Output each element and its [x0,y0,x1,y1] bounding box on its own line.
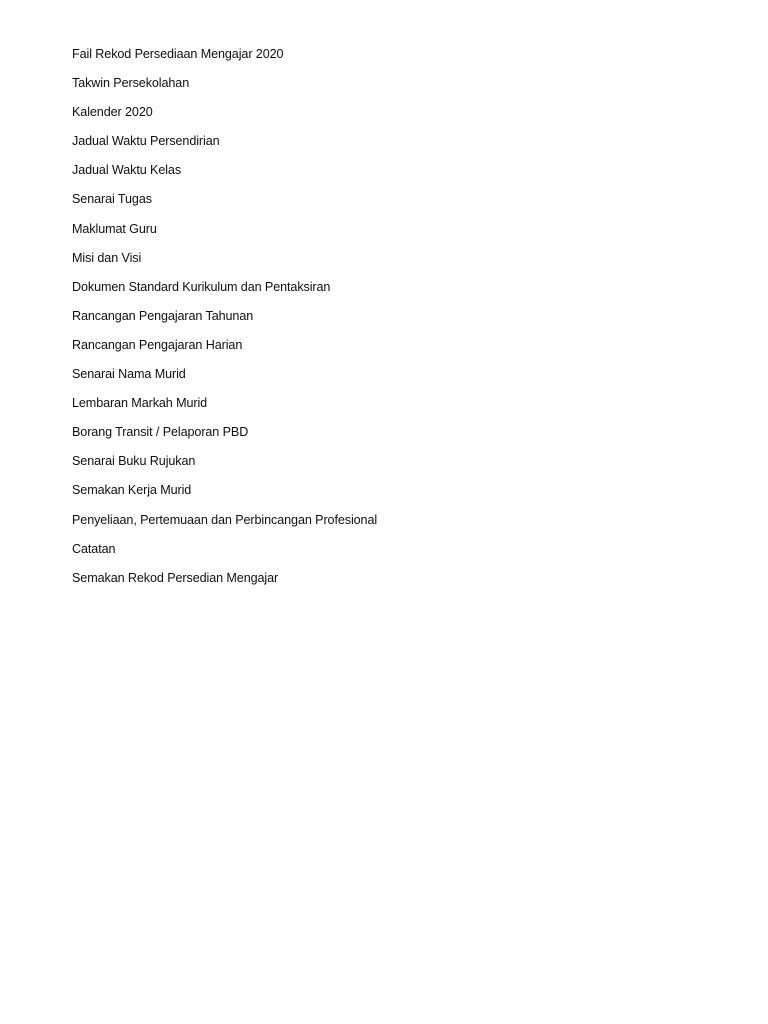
document-line: Semakan Rekod Persedian Mengajar [72,570,279,585]
document-line: Misi dan Visi [72,250,142,265]
document-line: Senarai Nama Murid [72,367,186,382]
document-title-line: Fail Rekod Persediaan Mengajar 2020 [72,47,284,61]
document-line: Senarai Buku Rujukan [72,454,196,469]
document-line: Semakan Kerja Murid [72,483,192,498]
document-line: Rancangan Pengajaran Harian [72,337,243,352]
document-line: Dokumen Standard Kurikulum dan Pentaksiran [72,279,331,294]
document-line: Takwin Persekolahan [72,76,190,91]
document-line: Rancangan Pengajaran Tahunan [72,308,254,323]
document-line: Catatan [72,541,116,556]
document-line: Kalender 2020 [72,105,153,120]
document-line: Maklumat Guru [72,221,157,236]
document-line-list [72,44,377,597]
document-line: Senarai Tugas [72,192,152,207]
document-line: Borang Transit / Pelaporan PBD [72,425,249,440]
document-line: Jadual Waktu Persendirian [72,134,220,149]
document-line: Penyeliaan, Pertemuaan dan Perbincangan Profesional [72,512,378,527]
document-line: Lembaran Markah Murid [72,396,208,411]
document-line: Jadual Waktu Kelas [72,163,182,178]
